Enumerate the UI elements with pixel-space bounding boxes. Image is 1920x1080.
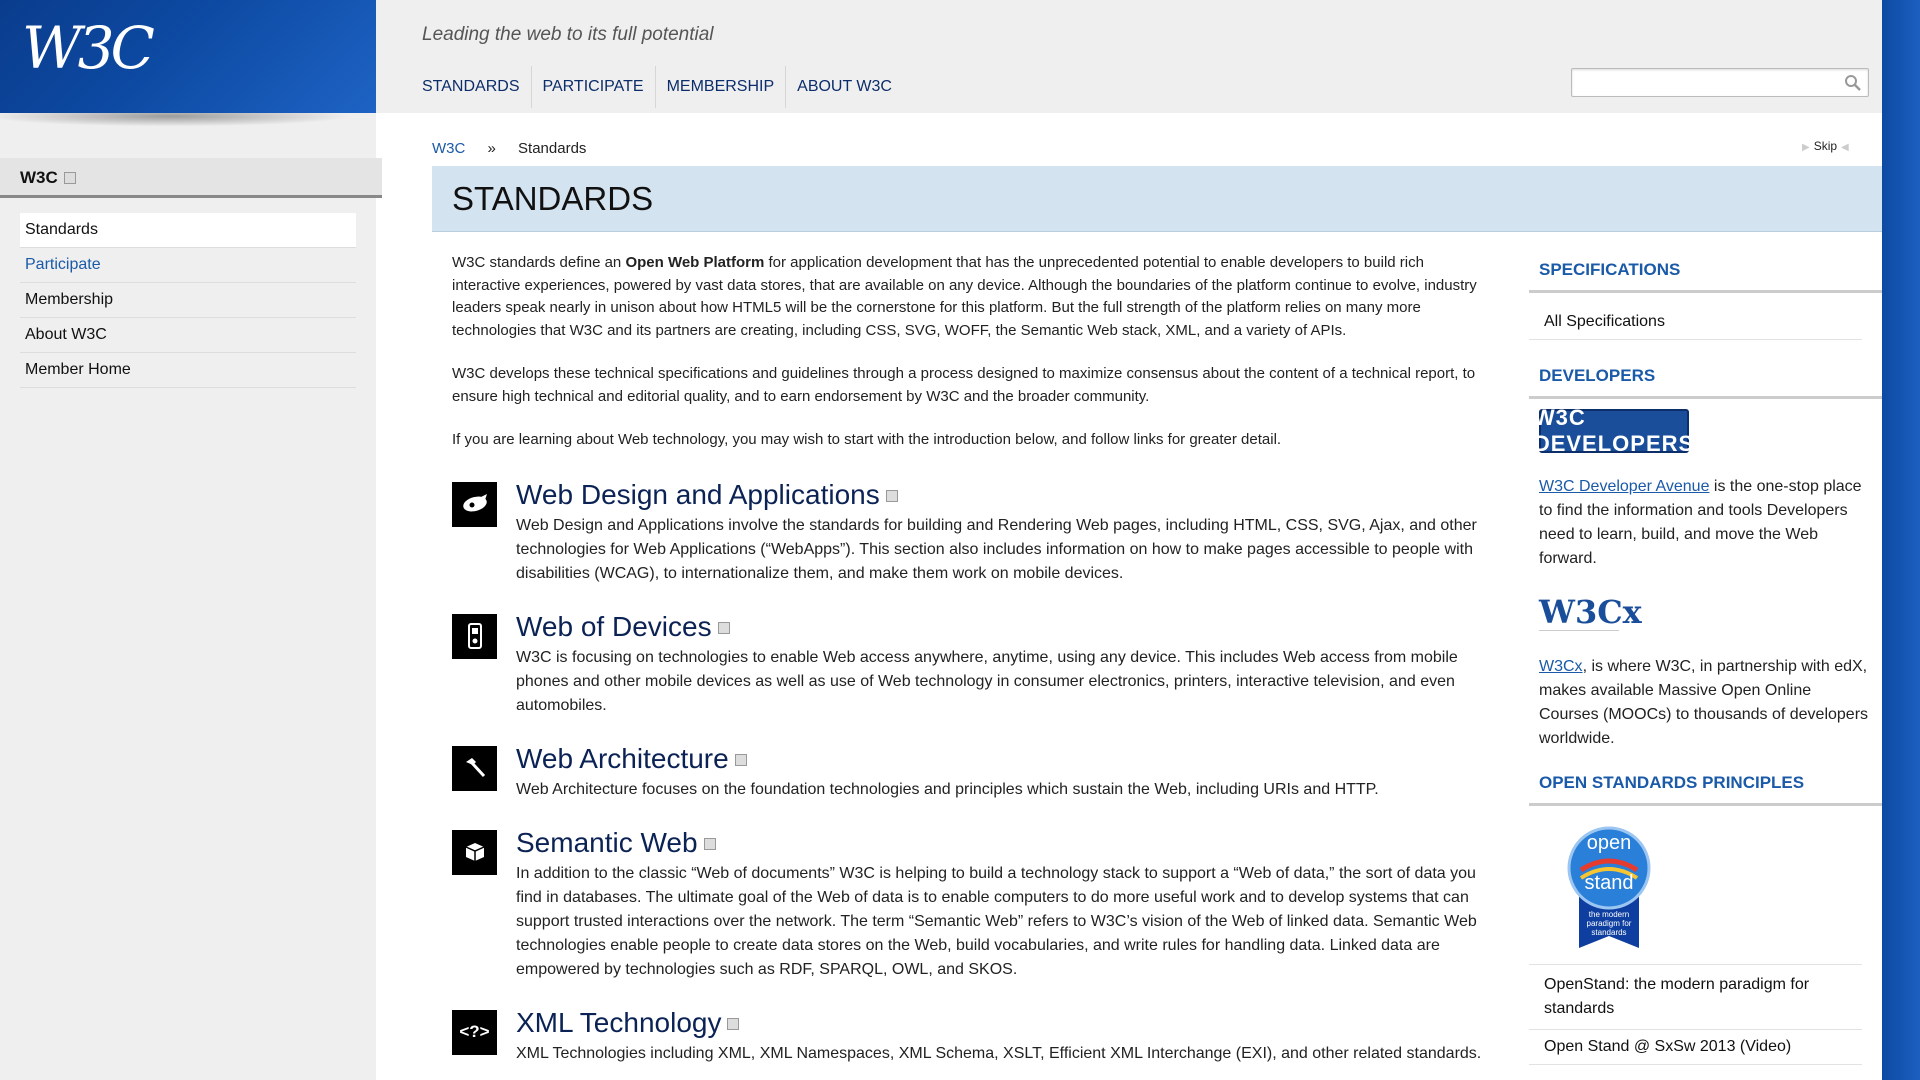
collapse-toggle-icon[interactable]: [727, 1018, 739, 1030]
skip-arrow-right-icon: ▶: [1802, 142, 1810, 153]
open-standards-heading: OPEN STANDARDS PRINCIPLES: [1529, 765, 1882, 806]
palette-icon: [452, 482, 497, 527]
openstand-line2: stand: [1584, 872, 1634, 894]
main-nav-about[interactable]: ABOUT W3C: [797, 78, 892, 95]
area-description: XML Technologies including XML, XML Namespaces, XML Schema, XSLT, Efficient XML Interchange (EXI), and other related standards.: [516, 1044, 1482, 1062]
breadcrumb: [432, 140, 586, 157]
all-specifications-link[interactable]: All Specifications: [1529, 305, 1862, 340]
skip-arrow-left-icon: ◀: [1841, 142, 1849, 153]
main-nav-participate[interactable]: PARTICIPATE: [532, 66, 656, 108]
area-semantic-web: [452, 826, 1482, 982]
openstand-paradigm-link[interactable]: OpenStand: the modern paradigm for standards: [1529, 964, 1862, 1030]
main-nav-standards[interactable]: STANDARDS: [422, 66, 532, 108]
area-title[interactable]: Web Architecture: [516, 742, 729, 774]
collapse-toggle-icon[interactable]: [718, 622, 730, 634]
skip-link[interactable]: [1798, 139, 1853, 153]
tagline: Leading the web to its full potential: [422, 24, 714, 45]
openstand-caption: the modern paradigm for standards: [1586, 910, 1632, 937]
page-title-bar: [432, 166, 1882, 232]
collapse-toggle-icon[interactable]: [886, 490, 898, 502]
area-title[interactable]: Web Design and Applications: [516, 478, 880, 510]
area-web-of-devices: [452, 610, 1482, 718]
breadcrumb-home[interactable]: W3C: [432, 140, 466, 157]
page-title: STANDARDS: [452, 180, 654, 217]
left-section-title: W3C: [20, 168, 58, 187]
w3cx-text: W3Cx, is where W3C, in partnership with edX, makes available Massive Open Online Courses (MOOCs) to thousands of developers worldwide.: [1539, 658, 1869, 747]
area-title[interactable]: Web of Devices: [516, 610, 712, 642]
openstand-line1: open: [1586, 832, 1632, 854]
collapse-toggle-icon[interactable]: [704, 838, 716, 850]
specifications-heading: SPECIFICATIONS: [1529, 252, 1882, 293]
breadcrumb-current: Standards: [518, 140, 587, 157]
area-title[interactable]: XML Technology: [516, 1006, 722, 1038]
w3c-logo[interactable]: [0, 0, 376, 113]
intro-paragraph-3: If you are learning about Web technology, you may wish to start with the introduction below, and follow links for greater detail.: [452, 431, 1282, 448]
xml-tag-icon: <?>: [452, 1010, 497, 1055]
w3cx-logo[interactable]: W3Cx: [1539, 593, 1642, 631]
left-section-header: [0, 158, 382, 198]
right-edge-decoration: [1882, 0, 1920, 1080]
area-description: In addition to the classic “Web of documents” W3C is helping to build a technology stack to support a “Web of data,” the sort of data you find in databases. The ultimate goal of the Web of data is to enable computers to do more useful work and to develop systems that can support trusted interactions over the network. The term “Semantic Web” refers to W3C’s vision of the Web of linked data. Semantic Web technologies enable people to create data stores on the Web, build vocabularies, and write rules for handling data. Linked data are empowered by technologies such as RDF, SPARQL, OWL, and SKOS.: [516, 864, 1477, 978]
left-nav-item-member-home[interactable]: Member Home: [20, 353, 356, 388]
collapse-toggle-icon[interactable]: [735, 754, 747, 766]
main-content: [452, 252, 1482, 1066]
main-nav-membership[interactable]: MEMBERSHIP: [656, 66, 787, 108]
cube-icon: [452, 830, 497, 875]
left-nav: [20, 213, 356, 388]
developer-avenue-text: W3C Developer Avenue is the one-stop place to find the information and tools Developers need to learn, build, and move the Web forward.: [1539, 478, 1862, 567]
open-web-platform-text: Open Web Platform: [625, 254, 765, 271]
openstand-sxsw-link[interactable]: Open Stand @ SxSw 2013 (Video): [1529, 1030, 1862, 1065]
main-nav: [422, 66, 903, 108]
area-description: W3C is focusing on technologies to enable Web access anywhere, anytime, using any device. This includes Web access from mobile phones and other mobile devices as well as use of Web technology in consumer electronics, printers, interactive television, and even automobiles.: [516, 648, 1458, 714]
left-nav-item-membership[interactable]: Membership: [20, 283, 356, 318]
skip-label: Skip: [1813, 139, 1838, 153]
area-xml-technology: [452, 1006, 1482, 1066]
developers-heading: DEVELOPERS: [1529, 358, 1882, 399]
area-description: Web Design and Applications involve the standards for building and Rendering Web pages, including HTML, CSS, SVG, Ajax, and other technologies for Web Applications (“WebApps”). This section also includes information on how to make pages accessible to people with disabilities (WCAG), to internationalize them, and make them work on mobile devices.: [516, 516, 1477, 582]
w3c-logo-text: W3C: [22, 14, 151, 82]
w3cx-link[interactable]: W3Cx: [1539, 658, 1583, 675]
area-description: Web Architecture focuses on the foundation technologies and principles which sustain the Web, including URIs and HTTP.: [516, 780, 1379, 798]
area-web-architecture: [452, 742, 1482, 802]
left-nav-item-participate[interactable]: Participate: [20, 248, 356, 283]
developer-avenue-link[interactable]: W3C Developer Avenue: [1539, 478, 1710, 495]
collapse-toggle-icon[interactable]: [64, 172, 76, 184]
search-input[interactable]: [1571, 68, 1869, 97]
search-icon[interactable]: [1844, 74, 1862, 92]
area-title[interactable]: Semantic Web: [516, 826, 698, 858]
logo-shadow: [0, 113, 376, 145]
openstand-badge[interactable]: [1567, 822, 1651, 952]
w3c-developers-logo[interactable]: W3C DEVELOPERS: [1533, 405, 1695, 456]
hammer-icon: [452, 746, 497, 791]
header: [376, 0, 1882, 113]
left-column: [0, 0, 376, 1080]
right-sidebar: [1529, 252, 1882, 1065]
breadcrumb-separator: »: [487, 140, 496, 157]
area-web-design: [452, 478, 1482, 586]
intro-paragraph-2: W3C develops these technical specifications and guidelines through a process designed to maximize consensus about the content of a technical report, to ensure high technical and editorial quality, and to earn endorsement by W3C and the broader community.: [452, 365, 1476, 405]
intro-paragraph-1: W3C standards define an Open Web Platform for application development that has the unprecedented potential to enable developers to build rich interactive experiences, powered by vast data stores, that are available on any device. Although the boundaries of the platform continue to evolve, industry leaders speak nearly in unison about how HTML5 will be the cornerstone for this platform. But the full strength of the platform relies on many more technologies that W3C and its partners are creating, including CSS, SVG, WOFF, the Semantic Web stack, XML, and a variety of APIs.: [452, 254, 1477, 339]
left-nav-item-standards[interactable]: Standards: [20, 213, 356, 248]
left-nav-item-about[interactable]: About W3C: [20, 318, 356, 353]
phone-icon: [452, 614, 497, 659]
